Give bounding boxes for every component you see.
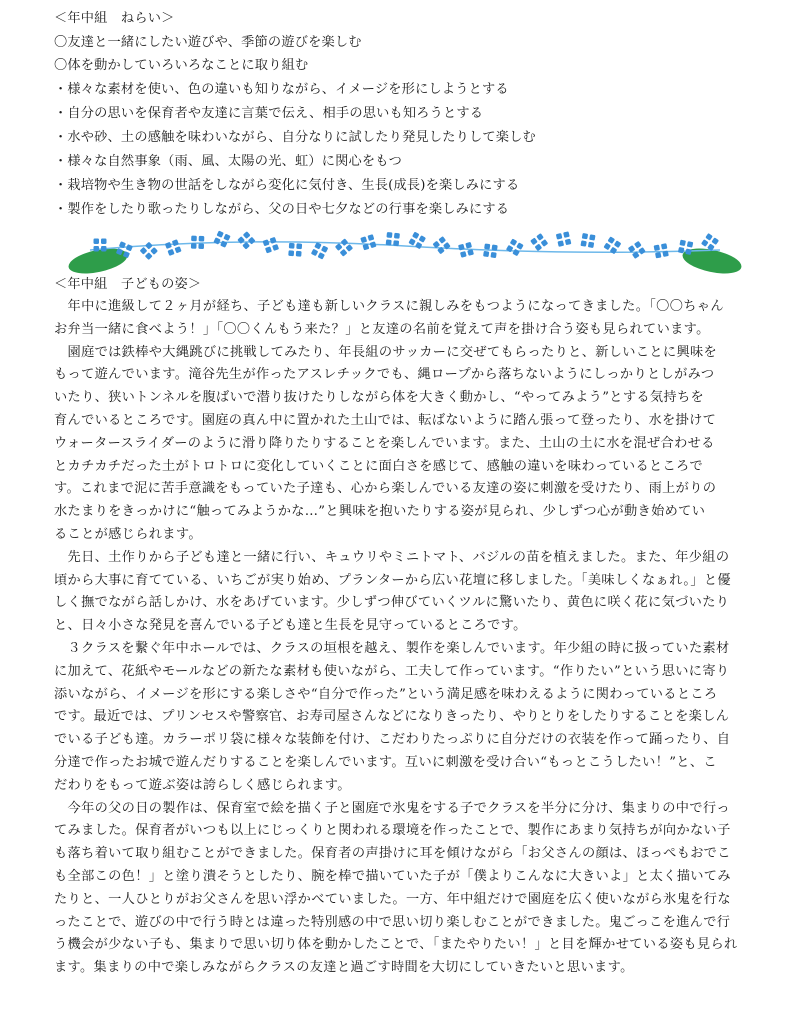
body-text-line: お弁当一緒に食べよう！」「〇〇くんもう来た？」と友達の名前を覚えて声を掛け合う姿も見られています。 — [54, 321, 710, 337]
children-heading: ＜年中組 子どもの姿＞ — [54, 277, 202, 292]
hydrangea-flower — [701, 233, 719, 251]
body-text-line: 年中に進級して２ヶ月が経ち、子ども達も新しいクラスに親しみをもつようになってきました。「〇〇ちゃん — [54, 299, 724, 314]
body-text-line: だわりをもって遊ぶ姿は誇らしく感じられます。 — [54, 777, 351, 793]
body-text-line: ったことで、遊びの中で行う時とは違った特別感の中で思い切り楽しむことができました。鬼ごっこを進んで行 — [54, 914, 731, 930]
hydrangea-flower — [628, 241, 646, 259]
aim-bullet-item: ・栽培物や生き物の世話をしながら変化に気付き、生長(成長)を楽しみにする — [54, 178, 520, 193]
garland-vine — [90, 242, 720, 252]
body-text-line: す。これまで泥に苦手意識をもっていた子達も、心から楽しんでいる友達の姿に刺激を受けたり、雨上がりの — [54, 481, 717, 497]
hydrangea-flower — [386, 232, 400, 246]
hydrangea-flower — [311, 242, 328, 259]
hydrangea-flower — [360, 234, 376, 250]
hydrangea-flower — [506, 238, 524, 256]
body-text-line: もって遊んでいます。滝谷先生が作ったアスレチックでも、縄ロープから落ちないようにしっかりとしがみつ — [54, 367, 715, 383]
hydrangea-flower — [580, 233, 595, 248]
hydrangea-flower — [237, 231, 255, 249]
body-text-line: 分達で作ったお城で遊んだりすることを楽しんでいます。互いに刺激を受け合い“もっとこうしたい！”と、こ — [54, 754, 717, 770]
aim-bullet-item: ・自分の思いを保育者や友達に言葉で伝え、相手の思いも知ろうとする — [54, 106, 484, 121]
aim-circle-item: 〇体を動かしていろいろなことに取り組む — [54, 58, 309, 73]
body-text-line: ウォータースライダーのように滑り降りたりすることを楽しんでいます。また、土山の土に水を混ぜ合わせる — [54, 435, 715, 451]
body-text-line: 今年の父の日の製作は、保育室で絵を描く子と園庭で氷鬼をする子でクラスを半分に分け、集まりの中で行っ — [54, 800, 730, 816]
body-text-line: いたり、狭いトンネルを腹ばいで潜り抜けたりしながら体を大きく動かし、“やってみよう”とする気持ちを — [54, 390, 705, 406]
body-text-line: に加えて、花紙やモールなどの新たな素材も使いながら、工夫して作っています。“作りたい”という思いに寄り — [54, 663, 730, 679]
hydrangea-flower — [654, 243, 669, 258]
hydrangea-flower — [165, 239, 182, 256]
children-body — [54, 296, 754, 980]
hydrangea-flower — [432, 236, 450, 254]
aim-circle-item: 〇友達と一緒にしたい遊びや、季節の遊びを楽しむ — [54, 35, 362, 50]
body-text-line: ることが感じられます。 — [54, 526, 202, 542]
body-text-line: です。最近では、プリンセスや警察官、お寿司屋さんなどになりきったり、やりとりをしたりすることを楽しん — [54, 709, 730, 725]
hydrangea-flower — [263, 237, 280, 254]
body-text-line: たりと、一人ひとりがお父さんを思い浮かべていました。一方、年中組だけで園庭を広く使いながら氷鬼を行な — [54, 891, 731, 907]
aim-bullet-item: ・水や砂、土の感触を味わいながら、自分なりに試したり発見したりして楽しむ — [54, 130, 536, 145]
hydrangea-flower — [213, 230, 230, 247]
aims-heading: ＜年中組 ねらい＞ — [54, 11, 175, 26]
aim-bullet-item: ・様々な素材を使い、色の違いも知りながら、イメージを形にしようとする — [54, 82, 509, 97]
body-text-line: でいる子ども達。カラーポリ袋に様々な装飾を付け、こだわりたっぷりに自分だけの衣装を作って踊ったり、自 — [54, 732, 731, 748]
hydrangea-flower — [556, 231, 572, 247]
body-text-line: 添いながら、イメージを形にする楽しさや“自分で作った”という満足感を味わえるように関わっているところ — [54, 686, 718, 702]
body-text-line: てみました。保育者がいつも以上にじっくりと関われる環境を作ったことで、製作にあまり気持ちが向かない子 — [54, 823, 731, 839]
body-text-line: 先日、土作りから子ども達と一緒に行い、キュウリやミニトマト、バジルの苗を植えました。また、年少組の — [54, 549, 730, 565]
body-text-line: とカチカチだった土がトロトロに変化していくことに面白さを感じて、感触の違いを味わっているところで — [54, 458, 704, 474]
body-text-line: 育んでいるところです。園庭の真ん中に置かれた土山では、転ばないように踏ん張って登ったり、水を掛けて — [54, 412, 717, 428]
body-text-line: 水たまりをきっかけに“触ってみようかな…”と興味を抱いたりする姿が見られ、少しずつ心が動き始めてい — [54, 504, 706, 520]
hydrangea-garland-decoration — [60, 228, 750, 274]
body-text-line: う機会が少ない子も、集まりで思い切り体を動かしたことで、「またやりたい！」と目を輝かせている姿も見られ — [54, 937, 738, 953]
body-text-line: しく撫でながら話しかけ、水をあげています。少しずつ伸びていくツルに驚いたり、黄色に咲く花に気づいたり — [54, 595, 730, 611]
body-text-line: も落ち着いて取り組むことができました。保育者の声掛けに耳を傾けながら「お父さんの顔は、ほっぺもおでこ — [54, 846, 731, 862]
body-text-line: ます。集まりの中で楽しみながらクラスの友達と過ごす時間を大切にしていきたいと思います。 — [54, 960, 634, 976]
hydrangea-flower — [678, 240, 693, 255]
hydrangea-flower — [530, 233, 548, 251]
body-text-line: ３クラスを繋ぐ年中ホールでは、クラスの垣根を越え、製作を楽しんでいます。年少組の時に扱っていた素材 — [54, 640, 730, 656]
hydrangea-flower — [288, 243, 302, 257]
garland-flowers — [94, 230, 720, 260]
hydrangea-flower — [335, 238, 353, 256]
aim-bullet-item: ・様々な自然事象（雨、風、太陽の光、虹）に関心をもつ — [54, 154, 403, 169]
body-text-line: 頃から大事に育てている、いちごが実り始め、プランターから広い花壇に移しました。「美味しくなぁれ。」と優 — [54, 572, 731, 588]
body-text-line: も全部この色！」と塗り潰そうとしたり、腕を棒で描いていた子が「僕よりこんなに大きいよ」と太く描いてみ — [54, 868, 731, 884]
aim-bullet-item: ・製作をしたり歌ったりしながら、父の日や七夕などの行事を楽しみにする — [54, 202, 510, 217]
body-text-line: と、日々小さな発見を喜んでいる子ども達と生長を見守っているところです。 — [54, 618, 527, 634]
body-text-line: 園庭では鉄棒や大縄跳びに挑戦してみたり、年長組のサッカーに交ぜてもらったりと、新しいことに興味を — [54, 344, 718, 360]
